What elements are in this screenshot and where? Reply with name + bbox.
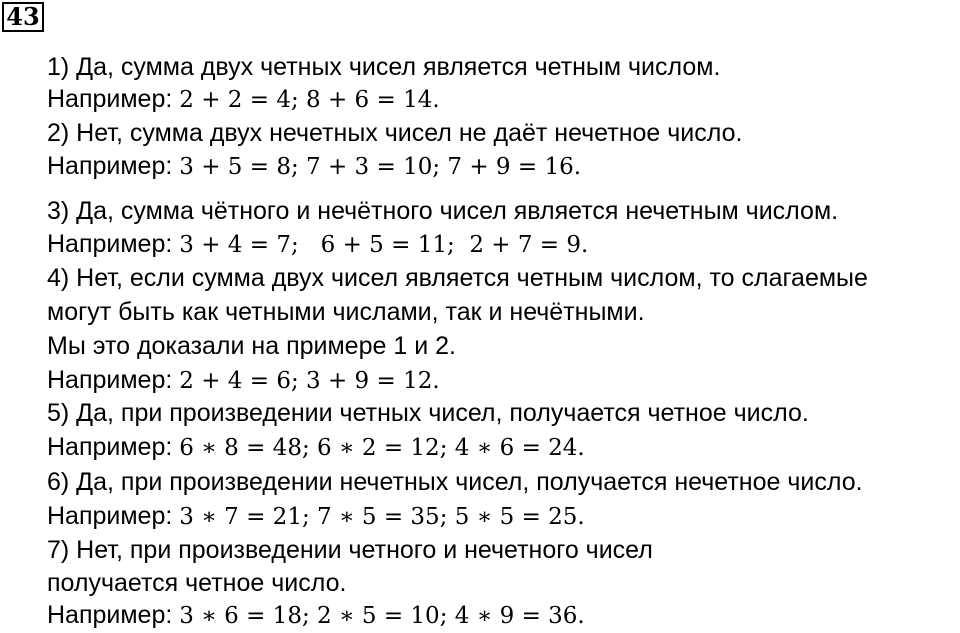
line-text: Мы это доказали на примере 1 и 2.: [47, 332, 456, 360]
example-prefix: Например:: [47, 85, 180, 113]
line-text: 2) Нет, сумма двух нечетных чисел не даёт нечетное число.: [47, 119, 743, 147]
example-prefix: Например:: [47, 601, 180, 629]
example-math: 2 + 4 = 6; 3 + 9 = 12.: [179, 368, 440, 394]
line-text: могут быть как четными числами, так и нечётными.: [47, 298, 645, 326]
line-text: 1) Да, сумма двух четных чисел является четным числом.: [47, 53, 721, 81]
answer-4-note: [47, 329, 456, 363]
example-math: 3 ∗ 6 = 18; 2 ∗ 5 = 10; 4 ∗ 9 = 36.: [179, 603, 585, 629]
answer-7-statement-continued: [47, 566, 346, 600]
answer-3-statement: [47, 194, 838, 228]
answer-4-statement-continued: [47, 295, 645, 329]
example-math: 2 + 2 = 4; 8 + 6 = 14.: [179, 87, 440, 113]
example-prefix: Например:: [47, 152, 180, 180]
problem-number: 43: [2, 2, 44, 32]
answer-7-example: [47, 598, 585, 632]
line-text: 3) Да, сумма чётного и нечётного чисел является нечетным числом.: [47, 197, 839, 225]
answer-5-example: [47, 430, 585, 464]
example-prefix: Например:: [47, 230, 180, 258]
example-prefix: Например:: [47, 366, 180, 394]
example-prefix: Например:: [47, 433, 180, 461]
line-text: 7) Нет, при произведении четного и нечетного чисел: [47, 536, 653, 564]
answer-5-statement: [47, 396, 809, 430]
answer-2-statement: [47, 116, 742, 150]
answer-3-example: [47, 227, 588, 261]
example-math: 3 + 4 = 7; 6 + 5 = 11; 2 + 7 = 9.: [179, 232, 589, 258]
line-text: 4) Нет, если сумма двух чисел является четным числом, то слагаемые: [47, 264, 868, 292]
line-text: получается четное число.: [47, 569, 347, 597]
line-text: 6) Да, при произведении нечетных чисел, получается нечетное число.: [47, 468, 863, 496]
answer-6-example: [47, 499, 585, 533]
answer-2-example: [47, 149, 581, 183]
answer-1-example: [47, 82, 440, 116]
example-math: 3 ∗ 7 = 21; 7 ∗ 5 = 35; 5 ∗ 5 = 25.: [179, 504, 585, 530]
example-math: 6 ∗ 8 = 48; 6 ∗ 2 = 12; 4 ∗ 6 = 24.: [179, 435, 585, 461]
answer-4-example: [47, 363, 440, 397]
line-text: 5) Да, при произведении четных чисел, получается четное число.: [47, 399, 809, 427]
example-prefix: Например:: [47, 502, 180, 530]
answer-4-statement: [47, 261, 868, 295]
answer-1-statement: [47, 50, 720, 84]
answer-6-statement: [47, 465, 863, 499]
example-math: 3 + 5 = 8; 7 + 3 = 10; 7 + 9 = 16.: [179, 154, 582, 180]
answer-7-statement: [47, 533, 653, 567]
